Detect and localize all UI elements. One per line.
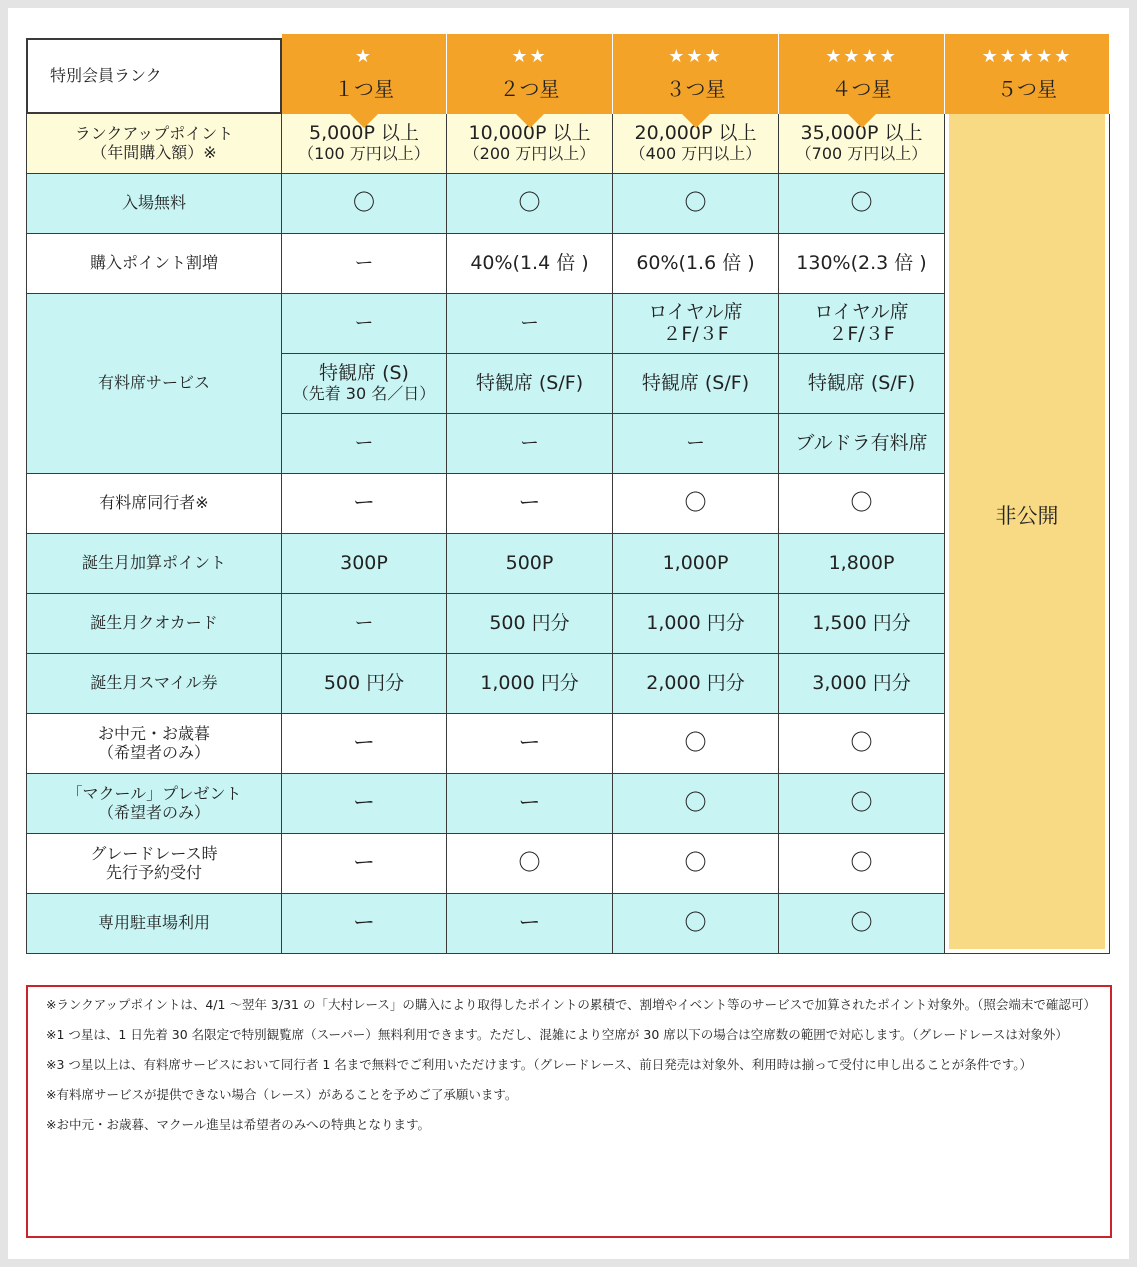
tier-header-5 <box>945 34 1110 114</box>
value-cell: 1,000 円分 <box>447 654 613 714</box>
tier-name: ５つ星 <box>997 76 1057 101</box>
label-line: グレードレース時 <box>90 844 218 864</box>
value-main: 20,000P 以上 <box>634 122 757 145</box>
row-label-bday-quo: 誕生月クオカード <box>26 594 282 654</box>
value-main: 5,000P 以上 <box>309 122 419 145</box>
note-item: ※1 つ星は、1 日先着 30 名限定で特別観覧席（スーパー）無料利用できます。ただし、混雑により空席が 30 席以下の場合は空席数の範囲で対応します。（グレードレースは対象外） <box>46 1026 1068 1042</box>
value-cell: 〇 <box>779 474 945 534</box>
value-cell: ー <box>447 714 613 774</box>
row-label-parking: 専用駐車場利用 <box>26 894 282 954</box>
value-cell: 〇 <box>447 834 613 894</box>
value-cell: ロイヤル席 ２F/３F <box>613 294 779 354</box>
value-cell: 〇 <box>779 174 945 234</box>
row-label-point-bonus: 購入ポイント割増 <box>26 234 282 294</box>
value-cell <box>282 354 447 414</box>
row-label-grade-reserve <box>26 834 282 894</box>
value-cell: 〇 <box>779 714 945 774</box>
value-main: 10,000P 以上 <box>468 122 591 145</box>
tier-name: １つ星 <box>334 76 394 101</box>
star5-private <box>949 114 1105 949</box>
value-cell: ー <box>613 414 779 474</box>
rank-corner-label: 特別会員ランク <box>26 38 282 114</box>
value-cell: 1,800P <box>779 534 945 594</box>
value-cell: ー <box>282 774 447 834</box>
tier-name: ２つ星 <box>499 76 560 101</box>
value-sub: （700 万円以上） <box>795 144 928 164</box>
value-cell: 〇 <box>613 834 779 894</box>
value-cell: 300P <box>282 534 447 594</box>
value-main: 特観席 (S) <box>319 362 409 385</box>
value-cell: 1,000 円分 <box>613 594 779 654</box>
value-sub: （400 万円以上） <box>629 144 762 164</box>
note-item: ※3 つ星以上は、有料席サービスにおいて同行者 1 名まで無料でご利用いただけます。（グレードレース、前日発売は対象外、利用時は揃って受付に申し出ることが条件です。） <box>46 1056 1033 1072</box>
label-line: ランクアップポイント <box>74 124 234 144</box>
value-cell: 〇 <box>613 474 779 534</box>
notes-box <box>26 985 1112 1238</box>
note-item: ※ランクアップポイントは、4/1 ～翌年 3/31 の「大村レース」の購入により取得したポイントの累積で、割増やイベント等のサービスで加算されたポイント対象外。（照会端末で確認可） <box>46 997 1096 1012</box>
value-cell: 特観席 (S/F) <box>779 354 945 414</box>
value-cell: ブルドラ有料席 <box>779 414 945 474</box>
note-item: ※お中元・お歳暮、マクール進呈は希望者のみへの特典となります。 <box>46 1116 430 1132</box>
value-main: 35,000P 以上 <box>800 122 923 145</box>
tier-header-3 <box>613 34 779 114</box>
tier-header-4 <box>779 34 945 114</box>
value-cell: 〇 <box>613 774 779 834</box>
star-icon: ★★★★★ <box>981 46 1073 68</box>
value-cell: ー <box>447 414 613 474</box>
star-icon: ★★★★ <box>825 46 898 68</box>
row-label-companion: 有料席同行者※ <box>26 474 282 534</box>
value-cell: ー <box>282 594 447 654</box>
value-cell: 特観席 (S/F) <box>613 354 779 414</box>
value-cell: ー <box>447 294 613 354</box>
tier-name: ４つ星 <box>831 76 892 101</box>
value-cell: 〇 <box>779 834 945 894</box>
row-label-makuru <box>26 774 282 834</box>
value-cell: 130%(2.3 倍 ) <box>779 234 945 294</box>
value-cell: 500 円分 <box>447 594 613 654</box>
value-cell: ー <box>447 774 613 834</box>
value-cell: ー <box>282 894 447 954</box>
value-cell: 〇 <box>282 174 447 234</box>
label-line: （希望者のみ） <box>97 742 210 762</box>
value-cell: ー <box>282 414 447 474</box>
value-cell: 〇 <box>779 894 945 954</box>
value-cell: 〇 <box>447 174 613 234</box>
value-cell: 1,500 円分 <box>779 594 945 654</box>
value-cell: ー <box>282 234 447 294</box>
value-cell: 1,000P <box>613 534 779 594</box>
row-label-rankup <box>26 114 282 174</box>
value-cell: 2,000 円分 <box>613 654 779 714</box>
label-line: 先行予約受付 <box>105 862 202 882</box>
tier-name: ３つ星 <box>665 76 726 101</box>
label-line: （年間購入額）※ <box>91 142 217 162</box>
row-label-seasonal-gift <box>26 714 282 774</box>
rank-benefits-table <box>26 34 1110 1014</box>
star-icon: ★★ <box>511 46 548 68</box>
label-line: （希望者のみ） <box>97 802 210 822</box>
value-sub: （200 万円以上） <box>463 144 596 164</box>
tier-header-2 <box>447 34 613 114</box>
value-cell: 3,000 円分 <box>779 654 945 714</box>
label-line: お中元・お歳暮 <box>97 724 210 744</box>
value-cell: ー <box>447 474 613 534</box>
row-label-free-entry: 入場無料 <box>26 174 282 234</box>
value-cell: 500P <box>447 534 613 594</box>
value-sub: （100 万円以上） <box>298 144 430 164</box>
value-cell: ー <box>282 474 447 534</box>
label-line: 「マクール」プレゼント <box>66 784 242 804</box>
tier-header-1 <box>282 34 447 114</box>
value-cell: ー <box>282 294 447 354</box>
row-label-bday-smile: 誕生月スマイル券 <box>26 654 282 714</box>
value-cell: 〇 <box>613 714 779 774</box>
value-sub: （先着 30 名／日） <box>292 384 436 404</box>
star5-text: 非公開 <box>995 503 1059 528</box>
star-icon: ★★★ <box>668 46 723 68</box>
value-cell: 500 円分 <box>282 654 447 714</box>
value-cell: 特観席 (S/F) <box>447 354 613 414</box>
value-cell: ー <box>282 834 447 894</box>
row-label-paid-seat: 有料席サービス <box>26 294 282 474</box>
star5-column <box>945 114 1110 954</box>
value-cell: 〇 <box>613 894 779 954</box>
value-cell: ー <box>282 714 447 774</box>
value-cell: 〇 <box>613 174 779 234</box>
value-cell: 60%(1.6 倍 ) <box>613 234 779 294</box>
note-item: ※有料席サービスが提供できない場合（レース）があることを予めご了承願います。 <box>46 1086 518 1102</box>
star-icon: ★ <box>354 46 374 68</box>
value-cell: 〇 <box>779 774 945 834</box>
value-cell: 40%(1.4 倍 ) <box>447 234 613 294</box>
value-cell: ー <box>447 894 613 954</box>
row-label-bday-points: 誕生月加算ポイント <box>26 534 282 594</box>
value-cell: ロイヤル席 ２F/３F <box>779 294 945 354</box>
